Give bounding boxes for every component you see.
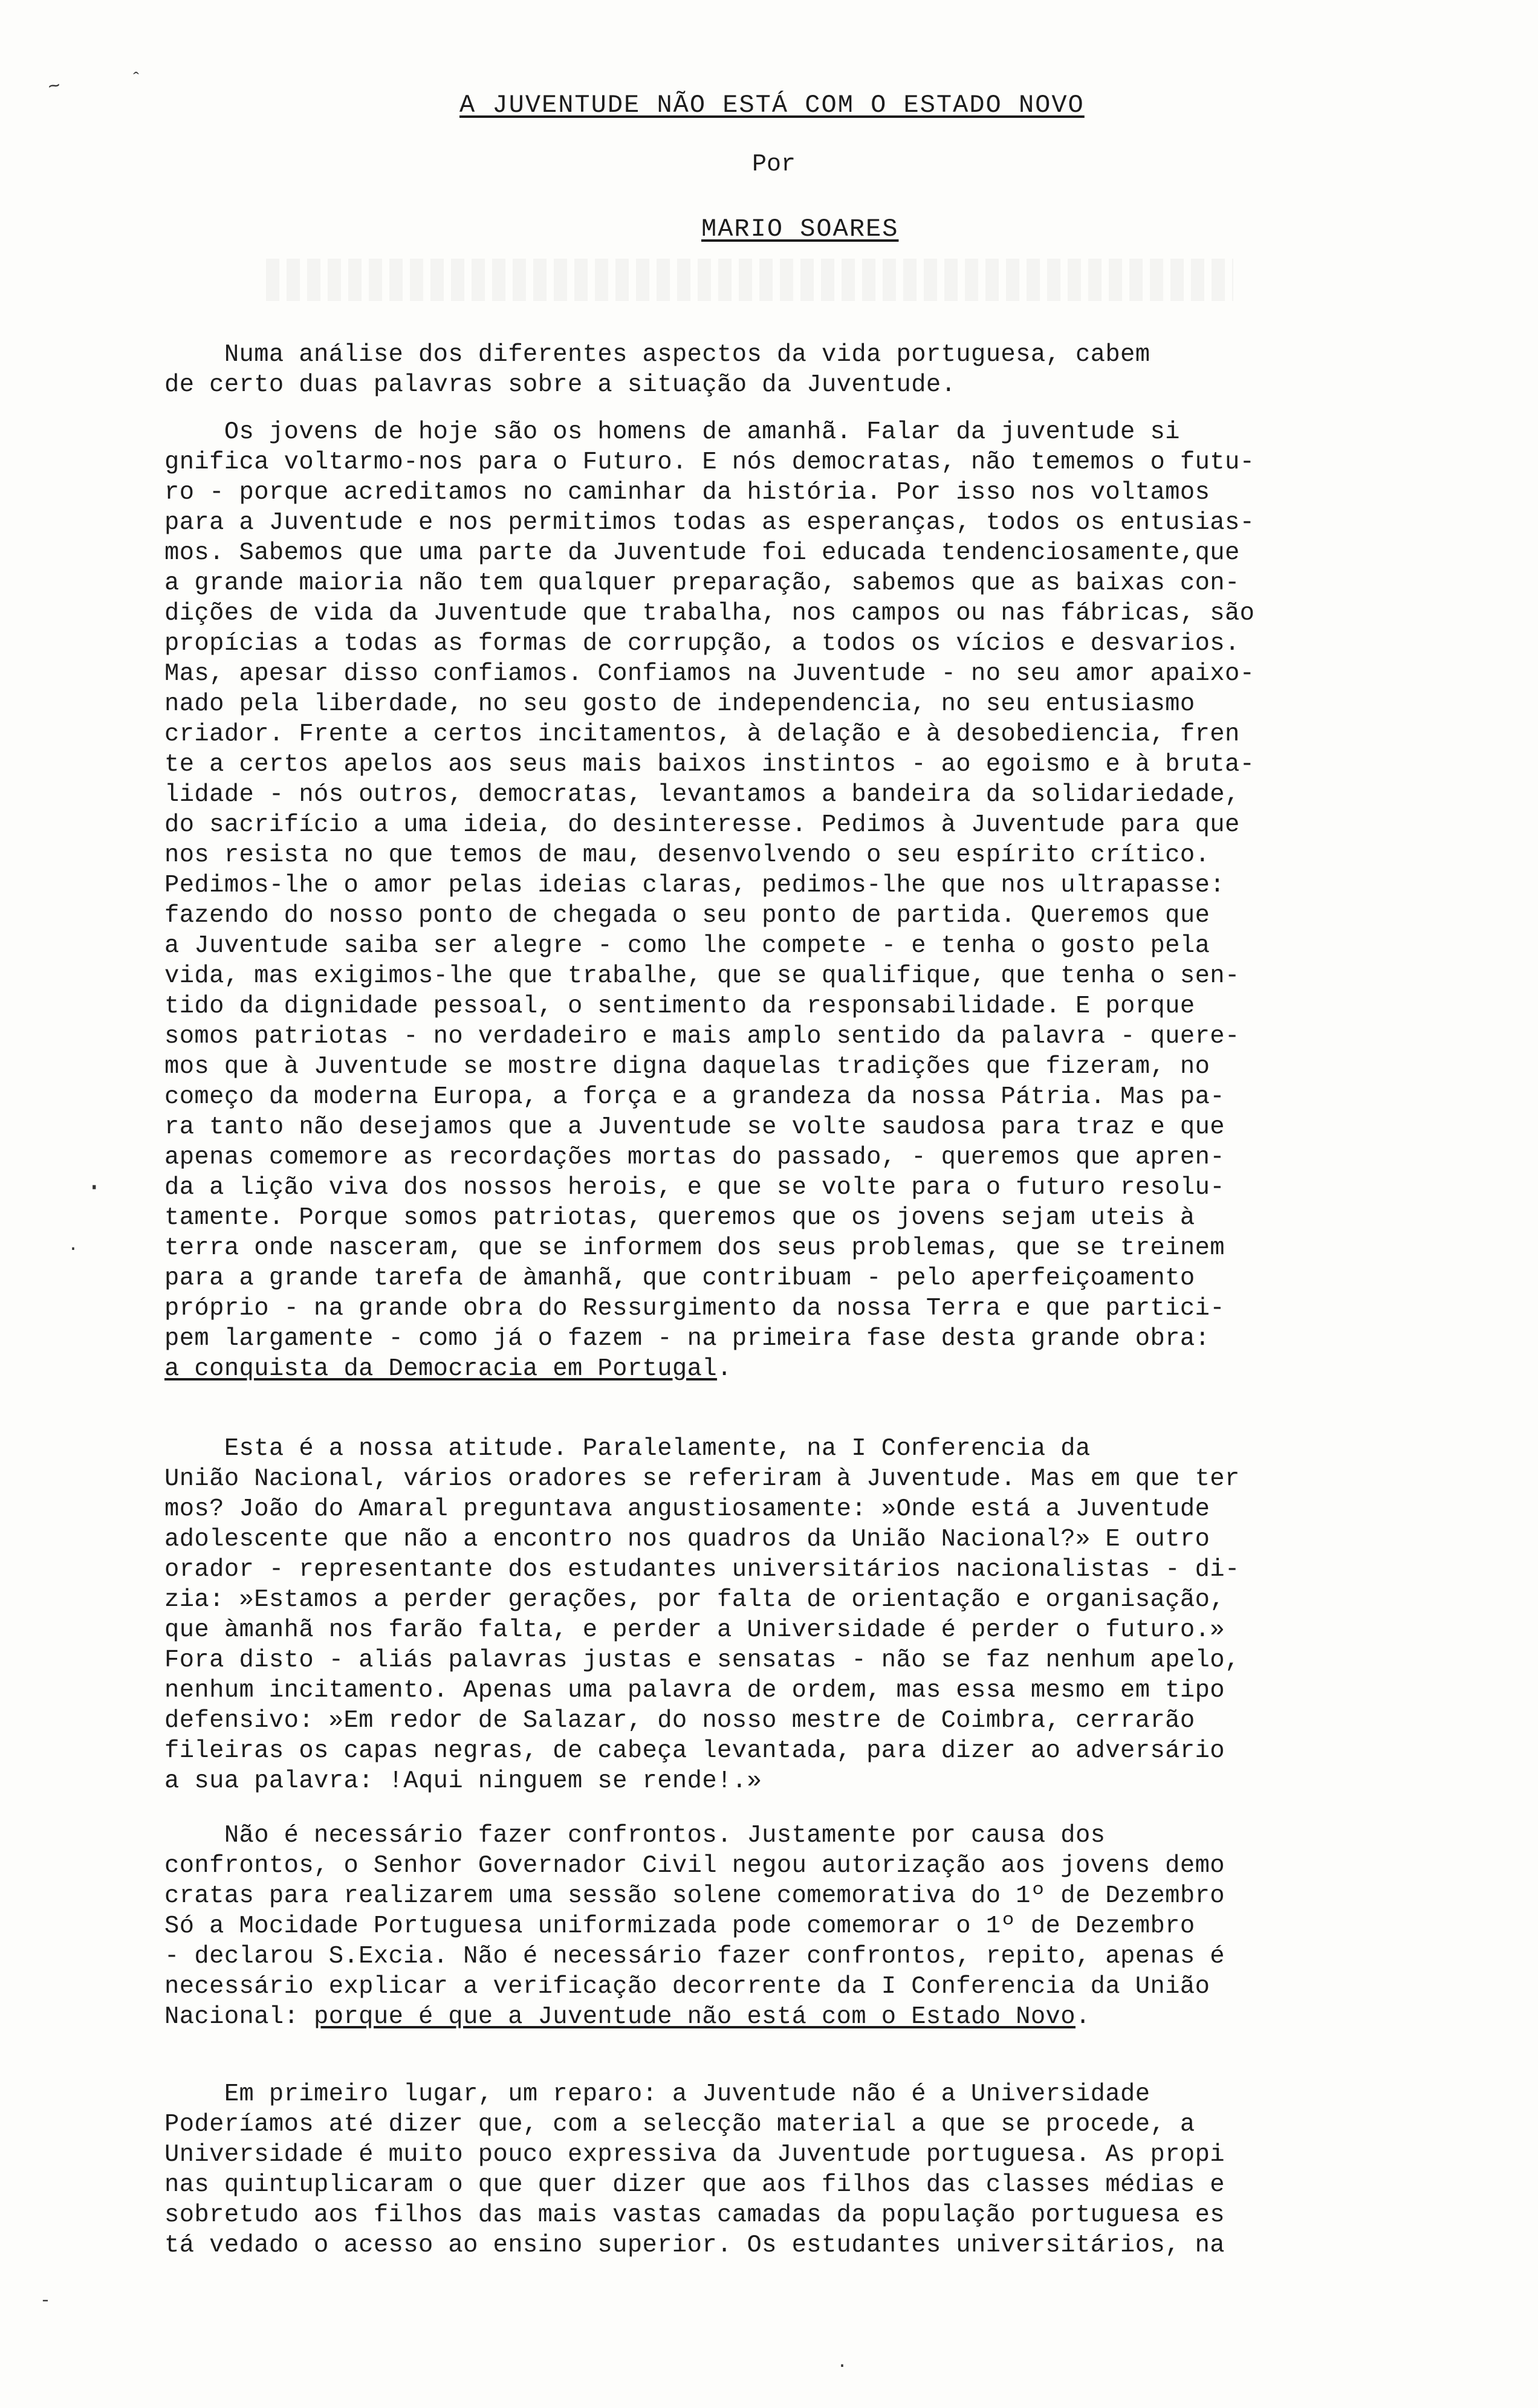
text-line: a sua palavra: !Aqui ninguem se rende!.» [164, 1767, 762, 1795]
text-line: Pedimos-lhe o amor pelas ideias claras, pedimos-lhe que nos ultrapasse: [164, 872, 1225, 899]
text-line: União Nacional, vários oradores se referiram à Juventude. Mas em que ter [164, 1465, 1240, 1493]
text-line: a Juventude saiba ser alegre - como lhe compete - e tenha o gosto pela [164, 932, 1210, 960]
text-line: pem largamente - como já o fazem - na primeira fase desta grande obra: [164, 1325, 1210, 1353]
text-line: ra tanto não desejamos que a Juventude se volte saudosa para traz e que [164, 1113, 1225, 1141]
paragraph [164, 2079, 1225, 2261]
text-line: criador. Frente a certos incitamentos, à delação e à desobediencia, fren [164, 720, 1240, 748]
paragraph [164, 340, 1150, 400]
text-line: Poderíamos até dizer que, com a selecção material a que se procede, a [164, 2111, 1195, 2138]
text-line: cratas para realizarem uma sessão solene comemorativa do 1º de Dezembro [164, 1882, 1225, 1910]
text-line: da a lição viva dos nossos herois, e que se volte para o futuro resolu- [164, 1174, 1225, 1202]
text-line: próprio - na grande obra do Ressurgimento da nossa Terra e que partici- [164, 1295, 1225, 1322]
byline: Por [752, 151, 796, 178]
text-line: do sacrifício a uma ideia, do desinteresse. Pedimos à Juventude para que [164, 811, 1240, 839]
ink-mark: ˆ [131, 70, 142, 91]
bleed-through-text [266, 259, 1233, 301]
text-line: propícias a todas as formas de corrupção, a todos os vícios e desvarios. [164, 630, 1240, 658]
text-line: orador - representante dos estudantes universitários nacionalistas - di- [164, 1556, 1240, 1584]
text-line: Esta é a nossa atitude. Paralelamente, na I Conferencia da [164, 1435, 1091, 1463]
ink-mark: - [40, 2291, 51, 2311]
text-line: somos patriotas - no verdadeiro e mais amplo sentido da palavra - quere- [164, 1023, 1240, 1050]
text-segment: . [717, 1355, 732, 1383]
text-line [164, 1354, 1254, 1384]
text-line: tá vedado o acesso ao ensino superior. Os estudantes universitários, na [164, 2232, 1225, 2259]
text-line: Os jovens de hoje são os homens de amanhã. Falar da juventude si [164, 418, 1180, 446]
text-line: para a Juventude e nos permitimos todas as esperanças, todos os entusias- [164, 509, 1255, 537]
text-line [164, 2002, 1225, 2032]
text-line: Universidade é muito pouco expressiva da Juventude portuguesa. As propi [164, 2141, 1225, 2169]
text-line: Em primeiro lugar, um reparo: a Juventude não é a Universidade [164, 2080, 1150, 2108]
text-line: Mas, apesar disso confiamos. Confiamos na Juventude - no seu amor apaixo- [164, 660, 1255, 688]
text-line: gnifica voltarmo-nos para o Futuro. E nós democratas, não tememos o futu- [164, 448, 1255, 476]
text-line: te a certos apelos aos seus mais baixos instintos - ao egoismo e à bruta- [164, 751, 1255, 778]
text-line: dições de vida da Juventude que trabalha, nos campos ou nas fábricas, são [164, 600, 1255, 627]
text-line: necessário explicar a verificação decorrente da I Conferencia da União [164, 1973, 1210, 2001]
text-line: adolescente que não a encontro nos quadros da União Nacional?» E outro [164, 1526, 1210, 1553]
text-line: defensivo: »Em redor de Salazar, do nosso mestre de Coimbra, cerrarão [164, 1707, 1195, 1735]
text-line: fazendo do nosso ponto de chegada o seu ponto de partida. Queremos que [164, 902, 1210, 930]
text-line: que àmanhã nos farão falta, e perder a Universidade é perder o futuro.» [164, 1616, 1225, 1644]
text-line: lidade - nós outros, democratas, levantamos a bandeira da solidariedade, [164, 781, 1240, 809]
paragraph [164, 1434, 1240, 1796]
text-line: Só a Mocidade Portuguesa uniformizada pode comemorar o 1º de Dezembro [164, 1912, 1195, 1940]
text-line: confrontos, o Senhor Governador Civil negou autorização aos jovens demo [164, 1852, 1225, 1880]
text-line: mos. Sabemos que uma parte da Juventude foi educada tendenciosamente,que [164, 539, 1240, 567]
text-line: nado pela liberdade, no seu gosto de independencia, no seu entusiasmo [164, 690, 1195, 718]
ink-mark: ~ [46, 75, 63, 100]
author-name: MARIO SOARES [701, 215, 899, 244]
text-line: para a grande tarefa de àmanhã, que contribuam - pelo aperfeiçoamento [164, 1264, 1195, 1292]
text-line: - declarou S.Excia. Não é necessário fazer confrontos, repito, apenas é [164, 1943, 1225, 1970]
paragraph [164, 417, 1254, 1384]
text-line: zia: »Estamos a perder gerações, por falta de orientação e organisação, [164, 1586, 1225, 1614]
text-line: Não é necessário fazer confrontos. Justamente por causa dos [164, 1822, 1106, 1850]
text-line: nenhum incitamento. Apenas uma palavra de ordem, mas essa mesmo em tipo [164, 1677, 1225, 1704]
text-segment: . [1075, 2003, 1091, 2031]
text-line: nas quintuplicaram o que quer dizer que aos filhos das classes médias e [164, 2171, 1225, 2199]
text-line: vida, mas exigimos-lhe que trabalhe, que se qualifique, que tenha o sen- [164, 962, 1240, 990]
text-line: ro - porque acreditamos no caminhar da história. Por isso nos voltamos [164, 479, 1210, 507]
ink-mark: · [86, 1172, 103, 1203]
text-line: tamente. Porque somos patriotas, queremos que os jovens sejam uteis à [164, 1204, 1195, 1232]
text-line: nos resista no que temos de mau, desenvolvendo o seu espírito crítico. [164, 841, 1210, 869]
text-line: terra onde nasceram, que se informem dos seus problemas, que se treinem [164, 1234, 1225, 1262]
text-line: Fora disto - aliás palavras justas e sensatas - não se faz nenhum apelo, [164, 1646, 1240, 1674]
text-line: de certo duas palavras sobre a situação da Juventude. [164, 371, 956, 399]
text-line: Numa análise dos diferentes aspectos da vida portuguesa, cabem [164, 341, 1150, 369]
text-line: fileiras os capas negras, de cabeça levantada, para dizer ao adversário [164, 1737, 1225, 1765]
text-line: começo da moderna Europa, a força e a grandeza da nossa Pátria. Mas pa- [164, 1083, 1225, 1111]
document-title: A JUVENTUDE NÃO ESTÁ COM O ESTADO NOVO [459, 91, 1085, 120]
underlined-phrase: porque é que a Juventude não está com o Estado Novo [314, 2003, 1076, 2031]
text-line: sobretudo aos filhos das mais vastas camadas da população portuguesa es [164, 2201, 1225, 2229]
text-line: mos? João do Amaral preguntava angustiosamente: »Onde está a Juventude [164, 1495, 1210, 1523]
ink-mark: · [68, 1239, 79, 1260]
underlined-phrase: a conquista da Democracia em Portugal [164, 1355, 718, 1383]
text-line: a grande maioria não tem qualquer preparação, sabemos que as baixas con- [164, 569, 1240, 597]
paragraph [164, 1821, 1225, 2032]
text-line: mos que à Juventude se mostre digna daquelas tradições que fizeram, no [164, 1053, 1210, 1081]
text-segment: Nacional: [164, 2003, 314, 2031]
ink-mark: · [837, 2356, 848, 2377]
text-line: apenas comemore as recordações mortas do passado, - queremos que apren- [164, 1144, 1225, 1171]
text-line: tido da dignidade pessoal, o sentimento da responsabilidade. E porque [164, 992, 1195, 1020]
